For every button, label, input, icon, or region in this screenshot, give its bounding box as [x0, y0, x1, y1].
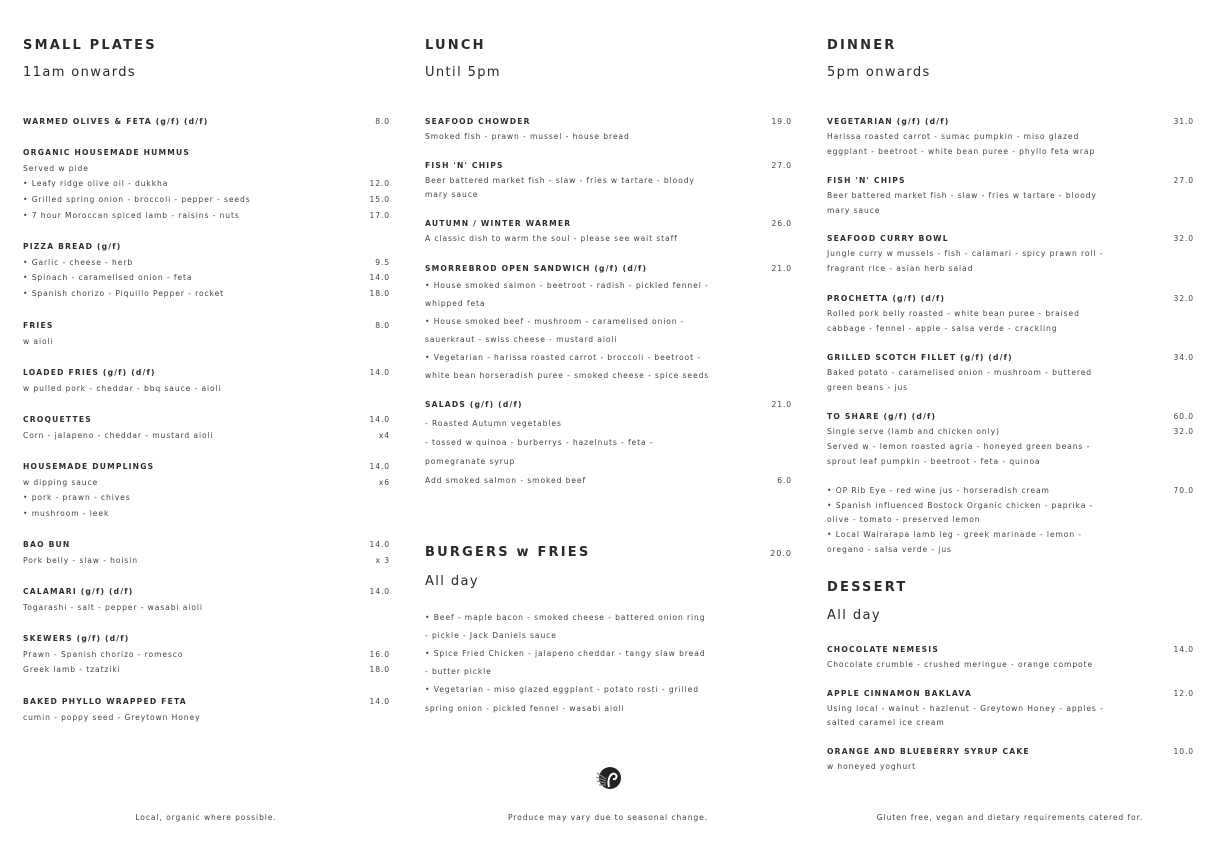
menu-item-description: • Spice Fried Chicken - jalapeno cheddar - tangy slaw bread: [425, 648, 706, 658]
menu-item-title: BAO BUN: [23, 540, 71, 550]
menu-item-title: ORANGE AND BLUEBERRY SYRUP CAKE: [827, 747, 1030, 756]
swan-logo-icon: [594, 765, 622, 791]
menu-item-line-price: 16.0: [369, 649, 390, 659]
menu-item-description: • Vegetarian - harissa roasted carrot - broccoli - beetroot -: [425, 352, 701, 362]
menu-item-line-price: 15.0: [369, 195, 390, 205]
menu-item-line-price: x4: [378, 430, 390, 440]
menu-item-description: Single serve (lamb and chicken only): [827, 427, 1000, 436]
menu-item-description: A classic dish to warm the soul - please see wait staff: [425, 234, 678, 243]
footer-note-seasonal: Produce may vary due to seasonal change.: [507, 813, 709, 822]
menu-item-description: Add smoked salmon - smoked beef: [425, 476, 587, 485]
menu-item-price: 14.0: [369, 587, 390, 597]
menu-item: [23, 365, 390, 396]
menu-item-price: 26.0: [771, 219, 792, 228]
section-title: DESSERT: [827, 580, 908, 595]
menu-item-description: - pickle - Jack Daniels sauce: [425, 630, 557, 640]
menu-item-line-price: 14.0: [369, 273, 390, 283]
menu-item-description: • Grilled spring onion - broccoli - pepper - seeds: [23, 195, 251, 205]
menu-item: [827, 114, 1194, 159]
menu-item-title: APPLE CINNAMON BAKLAVA: [827, 689, 973, 698]
menu-item-description: • Spinach - caramelised onion - feta: [23, 273, 193, 283]
menu-item: [23, 239, 390, 301]
menu-item-description: • 7 hour Moroccan spiced lamb - raisins - nuts: [23, 210, 240, 220]
menu-item-description: Beer battered market fish - slaw - fries w tartare - bloody: [827, 190, 1097, 200]
menu-item-price: 27.0: [771, 161, 792, 170]
menu-item-description: • pork - prawn - chives: [23, 493, 131, 503]
menu-item-description: Smoked fish - prawn - mussel - house bread: [425, 132, 630, 141]
menu-item-description: • Beef - maple bacon - smoked cheese - battered onion ring: [425, 612, 706, 622]
menu-item-title: FRIES: [23, 321, 54, 331]
lunch-column: [425, 0, 792, 844]
menu-item-description: white bean horseradish puree - smoked cheese - spice seeds: [425, 370, 710, 380]
menu-item: [23, 318, 390, 349]
menu-item: [827, 744, 1194, 774]
footer-note-local: Local, organic where possible.: [135, 813, 277, 822]
menu-item-line-price: 6.0: [777, 476, 792, 485]
menu-item-price: 8.0: [375, 321, 390, 331]
menu-item-description: Jungle curry w mussels - fish - calamari - spicy prawn roll -: [827, 248, 1104, 258]
menu-item-description: Harissa roasted carrot - sumac pumpkin - miso glazed: [827, 131, 1080, 141]
menu-item-description: Prawn - Spanish chorizo - romesco: [23, 649, 184, 659]
menu-item: [425, 395, 792, 490]
menu-item: [23, 459, 390, 521]
menu-item-price: 27.0: [1173, 176, 1194, 185]
menu-item: [827, 173, 1194, 218]
menu-item-price: 60.0: [1173, 412, 1194, 421]
menu-item-price: 8.0: [375, 117, 390, 127]
menu-item-description: cabbage - fennel - apple - salsa verde - crackling: [827, 323, 1058, 333]
menu-item: [23, 631, 390, 678]
menu-item-description: • Spanish influenced Bostock Organic chicken - paprika -: [827, 500, 1094, 510]
section-title: BURGERS w FRIES: [425, 545, 591, 560]
menu-item-title: LOADED FRIES (g/f) (d/f): [23, 368, 156, 378]
menu-item-description: • Garlic - cheese - herb: [23, 257, 134, 267]
menu-item-line-price: 18.0: [369, 289, 390, 299]
section-title: LUNCH: [425, 38, 486, 53]
menu-item: [23, 537, 390, 568]
menu-item-price: 14.0: [369, 462, 390, 472]
section-subtitle: All day: [425, 574, 479, 589]
menu-item-description: • Vegetarian - miso glazed eggplant - potato rosti - grilled: [425, 685, 699, 695]
menu-item-price: 12.0: [1173, 689, 1194, 698]
menu-item-description: olive - tomato - preserved lemon: [827, 515, 981, 525]
menu-item-description: fragrant rice - asian herb salad: [827, 263, 974, 273]
small-plates-column: [23, 0, 390, 844]
menu-item-price: 14.0: [369, 540, 390, 550]
menu-item-title: CROQUETTES: [23, 415, 92, 425]
menu-item-title: SEAFOOD CURRY BOWL: [827, 234, 949, 243]
menu-item-title: HOUSEMADE DUMPLINGS: [23, 462, 155, 472]
menu-item: [23, 145, 390, 223]
menu-item-title: TO SHARE (g/f) (d/f): [827, 412, 937, 421]
menu-item-description: Rolled pork belly roasted - white bean puree - braised: [827, 308, 1080, 318]
menu-item-description: salted caramel ice cream: [827, 718, 945, 728]
menu-item-price: 34.0: [1173, 353, 1194, 362]
menu-item: [827, 686, 1194, 730]
menu-item-line-price: 70.0: [1173, 485, 1194, 495]
menu-item-description: spring onion - pickled fennel - wasabi aioli: [425, 703, 625, 713]
menu-item: [827, 483, 1194, 557]
menu-item-description: mary sauce: [827, 205, 881, 215]
menu-item: [23, 412, 390, 443]
menu-item: [827, 642, 1194, 672]
menu-item: [827, 350, 1194, 395]
section-subtitle: 11am onwards: [23, 65, 137, 80]
menu-item-description: eggplant - beetroot - white bean puree - phyllo feta wrap: [827, 146, 1096, 156]
menu-item: [827, 291, 1194, 336]
menu-item-title: CHOCOLATE NEMESIS: [827, 645, 939, 654]
menu-item-description: cumin - poppy seed - Greytown Honey: [23, 712, 201, 722]
menu-item-title: PIZZA BREAD (g/f): [23, 242, 122, 252]
menu-item-description: Togarashi - salt - pepper - wasabi aioli: [23, 602, 203, 612]
menu-item-description: green beans - jus: [827, 382, 909, 392]
menu-item-description: Pork belly - slaw - hoisin: [23, 555, 139, 565]
menu-item-title: FISH 'N' CHIPS: [827, 176, 906, 185]
menu-item-title: WARMED OLIVES & FETA (g/f) (d/f): [23, 117, 209, 127]
section-title: DINNER: [827, 38, 897, 53]
menu-item-price: 14.0: [369, 415, 390, 425]
menu-item-price: 14.0: [1173, 645, 1194, 654]
menu-item-description: • Local Wairarapa lamb leg - greek marinade - lemon -: [827, 530, 1083, 540]
menu-item-line-price: 32.0: [1173, 427, 1194, 436]
menu-item-price: 10.0: [1173, 747, 1194, 756]
menu-item-description: • Spanish chorizo - Piquillo Pepper - rocket: [23, 289, 225, 299]
menu-item: [425, 608, 792, 717]
menu-item-title: GRILLED SCOTCH FILLET (g/f) (d/f): [827, 353, 1013, 362]
menu-item-line-price: 17.0: [369, 210, 390, 220]
menu-item-line-price: x6: [378, 477, 390, 487]
footer-note-dietary: Gluten free, vegan and dietary requirements catered for.: [876, 813, 1144, 822]
menu-item-description: Served w pide: [23, 163, 89, 173]
menu-item: [425, 114, 792, 144]
menu-item-price: 14.0: [369, 697, 390, 707]
menu-item: [23, 694, 390, 725]
menu-item-description: Using local - walnut - hazlenut - Greytown Honey - apples -: [827, 703, 1104, 713]
menu-item-price: 21.0: [771, 400, 792, 409]
menu-item-line-price: 12.0: [369, 179, 390, 189]
menu-item-description: Served w - lemon roasted agria - honeyed green beans -: [827, 442, 1091, 451]
menu-item-description: Greek lamb - tzatziki: [23, 665, 121, 675]
section-subtitle: 5pm onwards: [827, 65, 931, 80]
menu-item-description: - Roasted Autumn vegetables: [425, 419, 562, 428]
menu-item-description: sauerkraut - swiss cheese - mustard aioli: [425, 334, 618, 344]
menu-item-title: VEGETARIAN (g/f) (d/f): [827, 117, 950, 126]
menu-item: [827, 409, 1194, 469]
menu-item-title: CALAMARI (g/f) (d/f): [23, 587, 134, 597]
menu-item-title: PROCHETTA (g/f) (d/f): [827, 294, 946, 303]
section-price: 20.0: [770, 549, 792, 558]
menu-item-description: Corn - jalapeno - cheddar - mustard aioli: [23, 430, 214, 440]
menu-item-title: ORGANIC HOUSEMADE HUMMUS: [23, 148, 191, 158]
menu-item-line-price: 9.5: [375, 257, 390, 267]
dinner-column: [827, 0, 1194, 844]
menu-item-title: BAKED PHYLLO WRAPPED FETA: [23, 697, 187, 707]
menu-item-description: - tossed w quinoa - burberrys - hazelnuts - feta -: [425, 438, 654, 447]
menu-item-price: 14.0: [369, 368, 390, 378]
menu-item-description: oregano - salsa verde - jus: [827, 545, 952, 555]
menu-item: [425, 216, 792, 246]
menu-item-line-price: x 3: [375, 555, 390, 565]
menu-item-price: 32.0: [1173, 234, 1194, 243]
menu-item-description: Baked potato - caramelised onion - mushroom - buttered: [827, 367, 1093, 377]
menu-item-description: mary sauce: [425, 190, 479, 200]
menu-item: [827, 231, 1194, 276]
section-subtitle: All day: [827, 608, 881, 623]
menu-item-title: AUTUMN / WINTER WARMER: [425, 219, 572, 228]
menu-item-description: w aioli: [23, 336, 54, 346]
menu-item: [23, 584, 390, 615]
menu-item-description: w pulled pork - cheddar - bbq sauce - aioli: [23, 383, 222, 393]
menu-item-description: w dipping sauce: [23, 477, 99, 487]
menu-item-price: 31.0: [1173, 117, 1194, 126]
menu-item-title: FISH 'N' CHIPS: [425, 161, 504, 170]
menu-item: [425, 158, 792, 202]
menu-item-description: sprout leaf pumpkin - beetroot - feta - quinoa: [827, 457, 1041, 466]
menu-item-description: • House smoked salmon - beetroot - radish - pickled fennel -: [425, 280, 709, 290]
menu-item-title: SEAFOOD CHOWDER: [425, 117, 531, 126]
menu-item-description: - butter pickle: [425, 667, 492, 677]
menu-item-description: • Leafy ridge olive oil - dukkha: [23, 179, 169, 189]
menu-item-title: SALADS (g/f) (d/f): [425, 400, 523, 409]
menu-item-description: pomegranate syrup: [425, 457, 516, 466]
menu-item-price: 19.0: [771, 117, 792, 126]
menu-item-description: whipped feta: [425, 298, 486, 308]
section-title: SMALL PLATES: [23, 38, 157, 53]
menu-item-description: • mushroom - leek: [23, 509, 110, 519]
menu-item-description: Chocolate crumble - crushed meringue - orange compote: [827, 660, 1094, 669]
menu-item-title: SKEWERS (g/f) (d/f): [23, 634, 130, 644]
menu-item-price: 32.0: [1173, 294, 1194, 303]
menu-item-description: • House smoked beef - mushroom - caramelised onion -: [425, 316, 685, 326]
menu-item-line-price: 18.0: [369, 665, 390, 675]
section-subtitle: Until 5pm: [425, 65, 501, 80]
menu-item-price: 21.0: [771, 264, 792, 273]
menu-item: [23, 114, 390, 130]
menu-item-title: SMORREBROD OPEN SANDWICH (g/f) (d/f): [425, 264, 648, 273]
menu-item-description: w honeyed yoghurt: [827, 762, 916, 771]
menu-item-description: • OP Rib Eye - red wine jus - horseradish cream: [827, 485, 1050, 495]
menu-item-description: Beer battered market fish - slaw - fries w tartare - bloody: [425, 175, 695, 185]
menu-item: [425, 261, 792, 384]
